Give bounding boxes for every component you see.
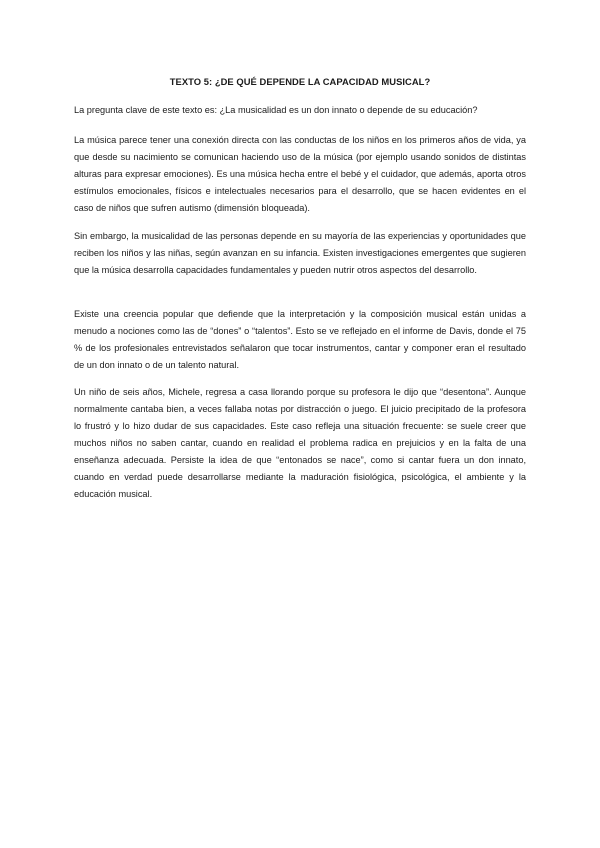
paragraph-music-connection: La música parece tener una conexión directa con las conductas de los niños en los primeros años de vida, ya que desde su nacimiento se comunican haciendo uso de la música (por ejemplo usando sonidos de distintas alturas para expresar emociones). Es una música hecha entre el bebé y el cuidador, que además, aporta otros estímulos emocionales, físicos e intelectuales necesarios para el desarrollo, que se hacen evidentes en el caso de niños que sufren autismo (dimensión bloqueada). — [74, 135, 526, 213]
paragraph-experiences: Sin embargo, la musicalidad de las personas depende en su mayoría de las experiencias y oportunidades que reciben los niños y las niñas, según avanzan en su infancia. Existen investigaciones emergentes que sugieren que la música desarrolla capacidades fundamentales y pueden nutrir otros aspectos del desarrollo. — [74, 231, 526, 275]
paragraph-michele-case: Un niño de seis años, Michele, regresa a casa llorando porque su profesora le dijo que “desentona”. Aunque normalmente cantaba bien, a veces fallaba notas por distracción o juego. El juicio precipitado de la profesora lo frustró y lo hizo dudar de sus capacidades. Este caso refleja una situación frecuente: se suele creer que muchos niños no saben cantar, cuando en realidad el problema radica en prejuicios y en la falta de una enseñanza adecuada. Persiste la idea de que “entonados se nace”, como si cantar fuera un don innato, cuando en verdad puede desarrollarse mediante la maduración fisiológica, psicológica, el ambiente y la educación musical. — [74, 387, 526, 499]
document-title: TEXTO 5: ¿DE QUÉ DEPENDE LA CAPACIDAD MUSICAL? — [169, 76, 431, 87]
paragraph-key-question: La pregunta clave de este texto es: ¿La musicalidad es un don innato o depende de su educación? — [74, 105, 478, 115]
paragraph-popular-belief: Existe una creencia popular que defiende que la interpretación y la composición musical están unidas a menudo a nociones como las de “dones” o “talentos”. Esto se ve reflejado en el informe de Davis, donde el 75 % de los profesionales entrevistados señalaron que tocar instrumentos, cantar y componer eran el resultado de un don innato o de un talento natural. — [74, 309, 526, 370]
